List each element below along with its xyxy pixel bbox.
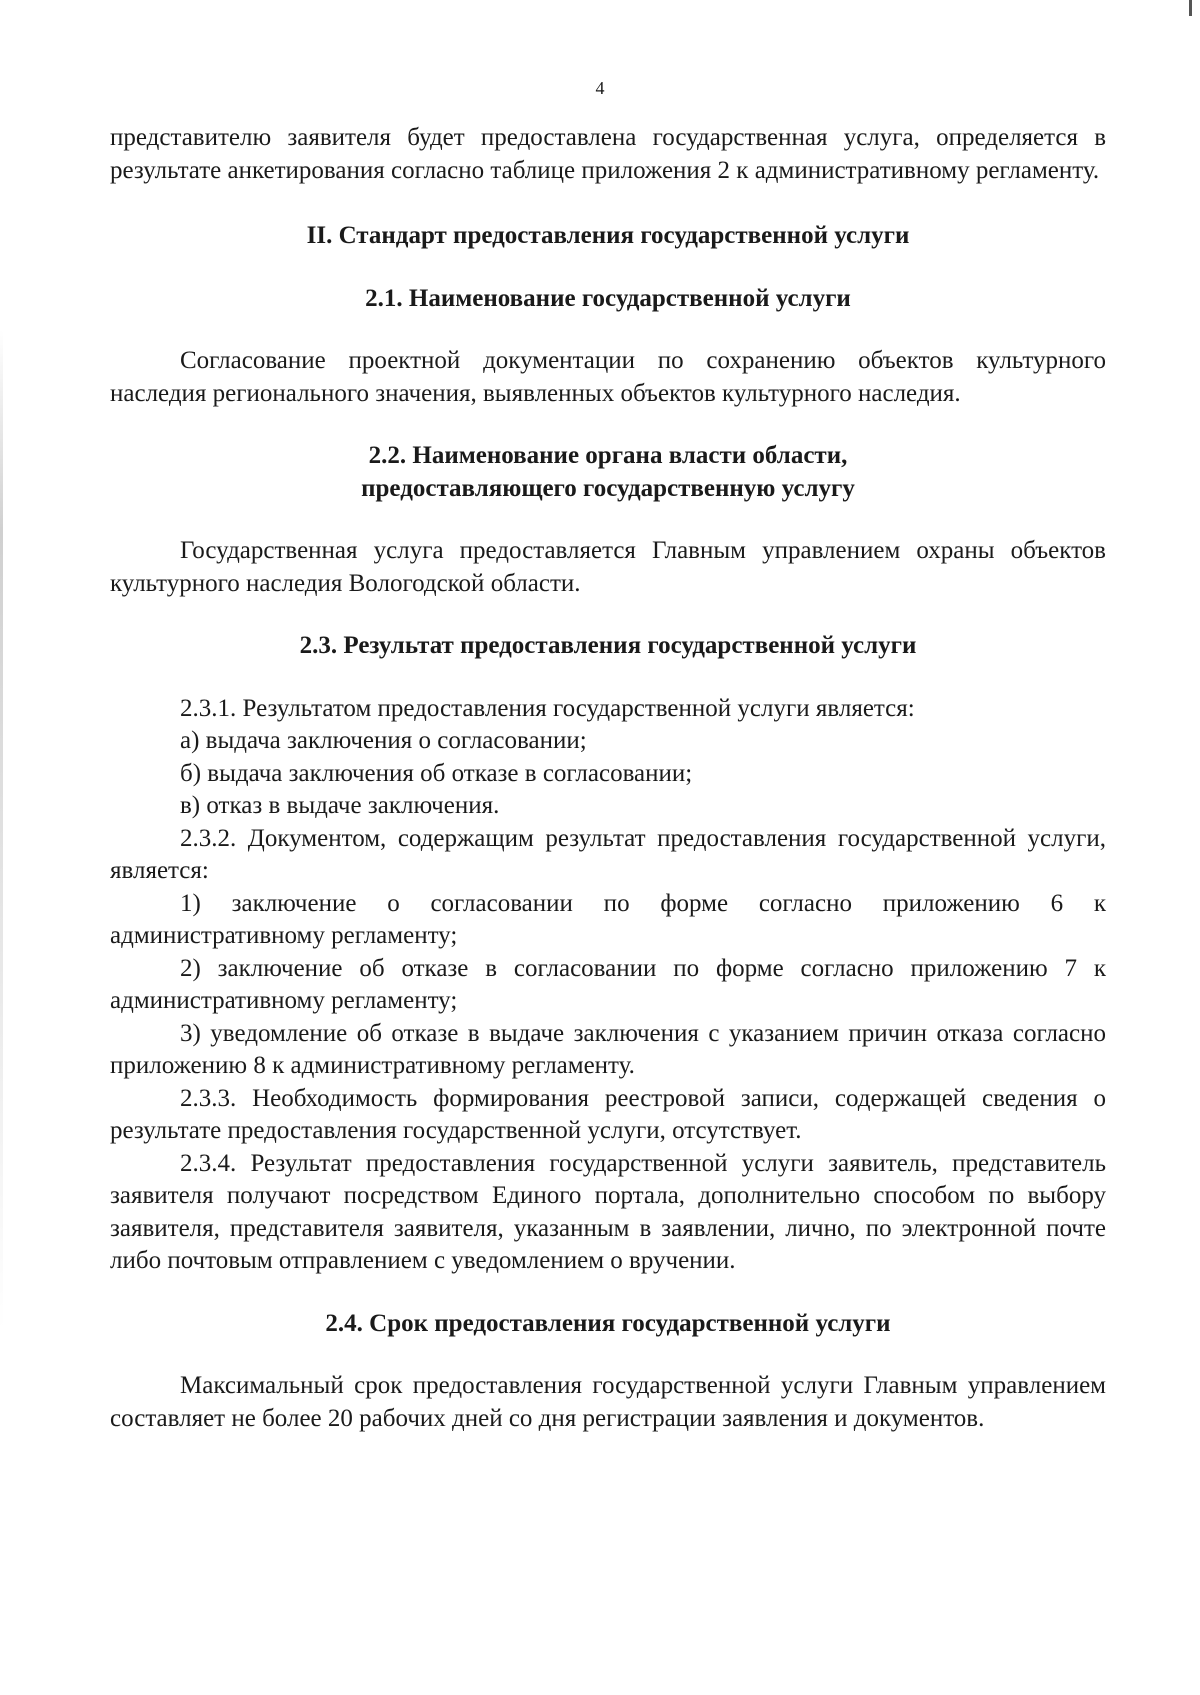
page-number: 4 [595,78,605,98]
list-item-2: 2) заключение об отказе в согласовании по форме согласно приложению 7 к административному регламенту; [110,954,1106,1014]
subsection-heading-2-3: 2.3. Результат предоставления государственной услуги [299,632,917,659]
subsection-heading-2-2 [110,440,1106,505]
paragraph-2-3-2: 2.3.2. Документом, содержащим результат предоставления государственной услуги, является: [110,824,1106,884]
section-heading-standard: II. Стандарт предоставления государственной услуги [306,222,910,249]
scan-corner-mark [1189,0,1192,16]
list-item-b: б) выдача заключения об отказе в согласовании; [180,759,693,787]
subsection-heading-2-4: 2.4. Срок предоставления государственной услуги [325,1309,891,1337]
paragraph-service-name: Согласование проектной документации по сохранению объектов культурного наследия регионального значения, выявленных объектов культурного наследия. [110,347,1106,407]
heading-line-1: 2.2. Наименование органа власти области, [368,442,848,469]
subsection-heading-2-1: 2.1. Наименование государственной услуги [365,284,851,312]
scan-edge-shadow [0,330,3,1330]
document-body [110,122,1106,1435]
list-item-v: в) отказ в выдаче заключения. [180,792,500,819]
paragraph-intro: представителю заявителя будет предоставлена государственная услуга, определяется в результате анкетирования согласно таблице приложения 2 к административному регламенту. [110,124,1106,184]
list-item-a: а) выдача заключения о согласовании; [180,727,587,754]
paragraph-2-3-4: 2.3.4. Результат предоставления государственной услуги заявитель, представитель заявителя получают посредством Единого портала, дополнительно способом по выбору заявителя, представителя заявителя, указанным в заявлении, лично, по электронной почте либо почтовым отправлением с уведомлением о вручении. [110,1149,1106,1274]
list-item-3: 3) уведомление об отказе в выдаче заключения с указанием причин отказа согласно приложению 8 к административному регламенту. [110,1019,1106,1079]
paragraph-2-3-1: 2.3.1. Результатом предоставления государственной услуги является: [180,694,915,722]
list-item-1: 1) заключение о согласовании по форме согласно приложению 6 к административному регламенту; [110,889,1106,949]
paragraph-2-3-3: 2.3.3. Необходимость формирования реестровой записи, содержащей сведения о результате предоставления государственной услуги, отсутствует. [110,1084,1106,1144]
heading-line-2: предоставляющего государственную услугу [361,474,855,502]
paragraph-authority: Государственная услуга предоставляется Главным управлением охраны объектов культурного наследия Вологодской области. [110,537,1106,597]
paragraph-deadline: Максимальный срок предоставления государственной услуги Главным управлением составляет не более 20 рабочих дней со дня регистрации заявления и документов. [110,1372,1106,1432]
